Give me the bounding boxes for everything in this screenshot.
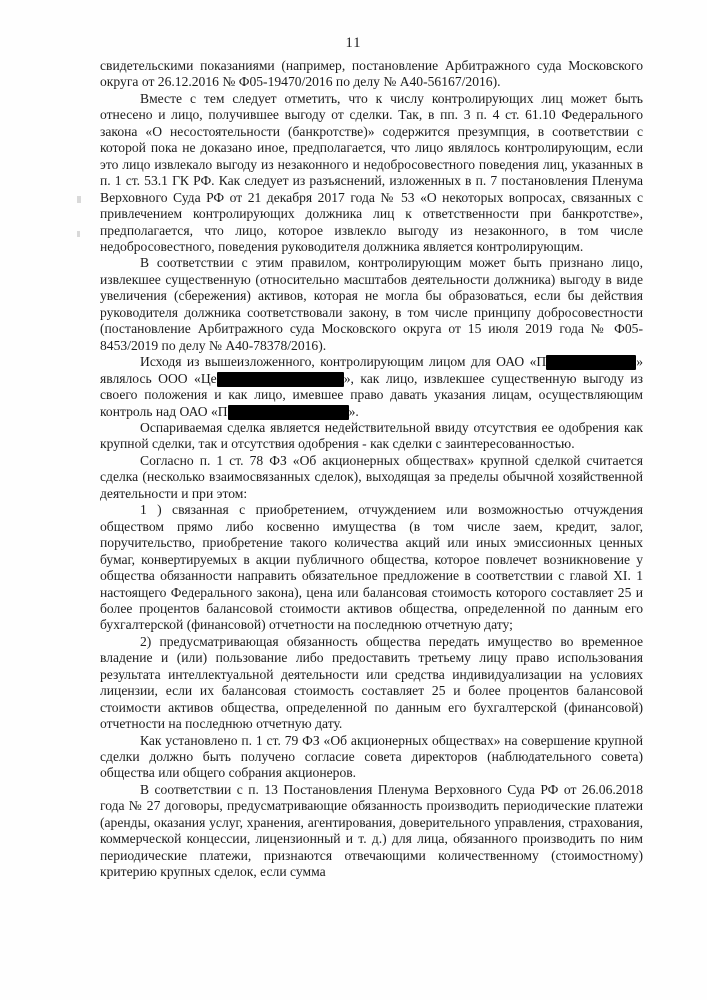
redaction-box xyxy=(546,355,636,370)
redacted-paragraph-segment: ». xyxy=(348,403,359,419)
paragraph-major-transaction-definition: Согласно п. 1 ст. 78 ФЗ «Об акционерных обществах» крупной сделкой считается сделка (несколько взаимосвязанных сделок), выходящая за пределы обычной хозяйственной деятельности и при этом: xyxy=(100,452,643,501)
redaction-box xyxy=(217,372,344,387)
paragraph-criterion-1: 1 ) связанная с приобретением, отчуждением или возможностью отчуждения обществом прямо либо косвенно имущества (в том числе заем, кредит, залог, поручительство, приобретение такого количества акций или иных эмиссионных ценных бумаг, конвертируемых в акции публичного общества, которое повлечет возникновение у общества обязанности направить обязательное предложение в соответствии с главой XI. 1 настоящего Федерального закона), цена или балансовая стоимость которого составляет 25 и более процентов балансовой стоимости активов общества, определенной по данным его бухгалтерской (финансовой) отчетности на последнюю отчетную дату; xyxy=(100,502,643,633)
redacted-paragraph-segment: Исходя из вышеизложенного, контролирующим лицом для ОАО «П xyxy=(140,354,547,370)
paragraph-consent-requirement: Как установлено п. 1 ст. 79 ФЗ «Об акционерных обществах» на совершение крупной сделки должно быть получено согласие совета директоров (наблюдательного совета) общества или общего собрания акционеров. xyxy=(100,732,643,781)
paragraph-redacted-parties xyxy=(100,354,643,420)
scan-speck xyxy=(77,231,80,237)
paragraph-periodic-payments: В соответствии с п. 13 Постановления Пленума Верховного Суда РФ от 26.06.2018 года № 27 договоры, предусматривающие обязанность производить периодические платежи (аренды, оказания услуг, хранения, агентирования, доверительного управления, страхования, коммерческой концессии, лицензионный и т. д.) для лица, обязанного производить по ним периодические платежи, признаются отвечающими количественному (стоимостному) критерию крупных сделок, если сумма xyxy=(100,781,643,880)
paragraph-invalid-transaction: Оспариваемая сделка является недействительной ввиду отсутствия ее одобрения как крупной сделки, так и отсутствия одобрения - как сделки с заинтересованностью. xyxy=(100,419,643,452)
paragraph-benefit-rule: В соответствии с этим правилом, контролирующим может быть признано лицо, извлекшее существенную (относительно масштабов деятельности должника) выгоду в виде увеличения (сбережения) активов, которая не могла бы образоваться, если бы действия руководителя должника соответствовали закону, в том числе принципу добросовестности (постановление Арбитражного суда Московского округа от 15 июля 2019 года № Ф05-8453/2019 по делу № А40-78378/2016). xyxy=(100,255,643,353)
paragraph-controlling-persons: Вместе с тем следует отметить, что к числу контролирующих лиц может быть отнесено и лицо, получившее выгоду от сделки. Так, в пп. 3 п. 4 ст. 61.10 Федерального закона «О несостоятельности (банкротстве)» содержится презумпция, в соответствии с которой пока не доказано иное, предполагается, что лицо являлось контролирующим, если это лицо извлекало выгоду из незаконного и недобросовестного поведения лиц, указанных в п. 1 ст. 53.1 ГК РФ. Как следует из разъяснений, изложенных в п. 7 постановления Пленума Верховного Суда РФ от 21 декабря 2017 года № 53 «О некоторых вопросах, связанных с привлечением контролирующих должника лиц к ответственности при банкротстве», предполагается, что лицо, которое извлекло выгоду из незаконного, в том числе недобросовестного, поведения руководителя должника является контролирующим. xyxy=(100,90,643,254)
redacted-paragraph-segment: », как лицо, извлекшее существенную выгоду из своего положения и как лицо, имевшее право давать указания лицам, осуществляющим контроль над ОАО «П xyxy=(100,370,643,419)
page-number: 11 xyxy=(345,35,362,51)
document-body xyxy=(0,58,707,881)
paragraph-continuation: свидетельскими показаниями (например, постановление Арбитражного суда Московского округа от 26.12.2016 № Ф05-19470/2016 по делу № А40-56167/2016). xyxy=(100,58,643,90)
redaction-box xyxy=(228,405,349,420)
redacted-paragraph-segment: » являлось ООО «Це xyxy=(100,354,643,386)
paragraph-criterion-2: 2) предусматривающая обязанность общества передать имущество во временное владение и (или) пользование либо предоставить третьему лицу право использования результата интеллектуальной деятельности или средства индивидуализации на условиях лицензии, если их балансовая стоимость составляет 25 и более процентов балансовой стоимости активов общества, определенной по данным его бухгалтерской (финансовой) отчетности на последнюю отчетную дату. xyxy=(100,633,643,732)
scan-speck xyxy=(77,196,81,203)
